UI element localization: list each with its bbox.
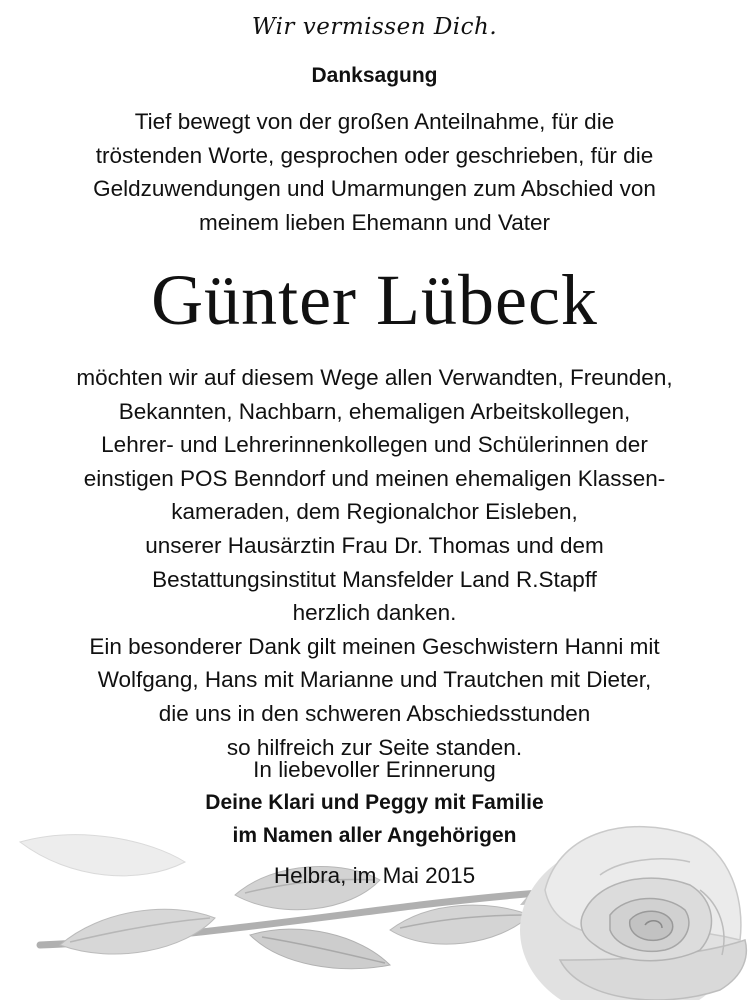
thanks-line: möchten wir auf diesem Wege allen Verwandten, Freunden,	[76, 365, 673, 390]
thanks-line: Bestattungsinstitut Mansfelder Land R.Stapff	[152, 566, 597, 592]
thanks-line: unserer Hausärztin Frau Dr. Thomas und dem	[145, 532, 604, 558]
thanks-line: herzlich danken.	[292, 600, 457, 626]
thanks-line: Wolfgang, Hans mit Marianne und Trautchen mit Dieter,	[97, 667, 652, 693]
thanks-line: einstigen POS Benndorf und meinen ehemaligen Klassen-	[83, 465, 666, 491]
thanks-line: die uns in den schweren Abschiedsstunden	[158, 700, 591, 726]
intro-line: Geldzuwendungen und Umarmungen zum Abschied von	[93, 176, 656, 201]
intro-line: Tief bewegt von der großen Anteilnahme, für die	[134, 109, 615, 134]
heading: Danksagung	[311, 64, 438, 87]
thanks-line: Lehrer- und Lehrerinnenkollegen und Schülerinnen der	[101, 432, 648, 458]
intro-line: tröstenden Worte, gesprochen oder geschrieben, für die	[95, 142, 654, 168]
signers	[0, 786, 749, 852]
signoff: In liebevoller Erinnerung	[253, 757, 496, 782]
thanks-line: Bekannten, Nachbarn, ehemaligen Arbeitskollegen,	[118, 398, 631, 424]
thanks-line: kameraden, dem Regionalchor Eisleben,	[171, 499, 578, 525]
thanks-line: so hilfreich zur Seite standen.	[226, 734, 523, 760]
deceased-name: Günter Lübeck	[151, 260, 598, 340]
signer-line: im Namen aller Angehörigen	[232, 824, 517, 847]
motto: Wir vermissen Dich.	[251, 14, 498, 40]
thanks-line: Ein besonderer Dank gilt meinen Geschwistern Hanni mit	[89, 633, 660, 659]
place-date: Helbra, im Mai 2015	[273, 863, 476, 888]
signer-line: Deine Klari und Peggy mit Familie	[205, 791, 544, 814]
intro-paragraph	[20, 105, 729, 239]
thanks-paragraph	[10, 361, 739, 764]
intro-line: meinem lieben Ehemann und Vater	[198, 209, 551, 235]
